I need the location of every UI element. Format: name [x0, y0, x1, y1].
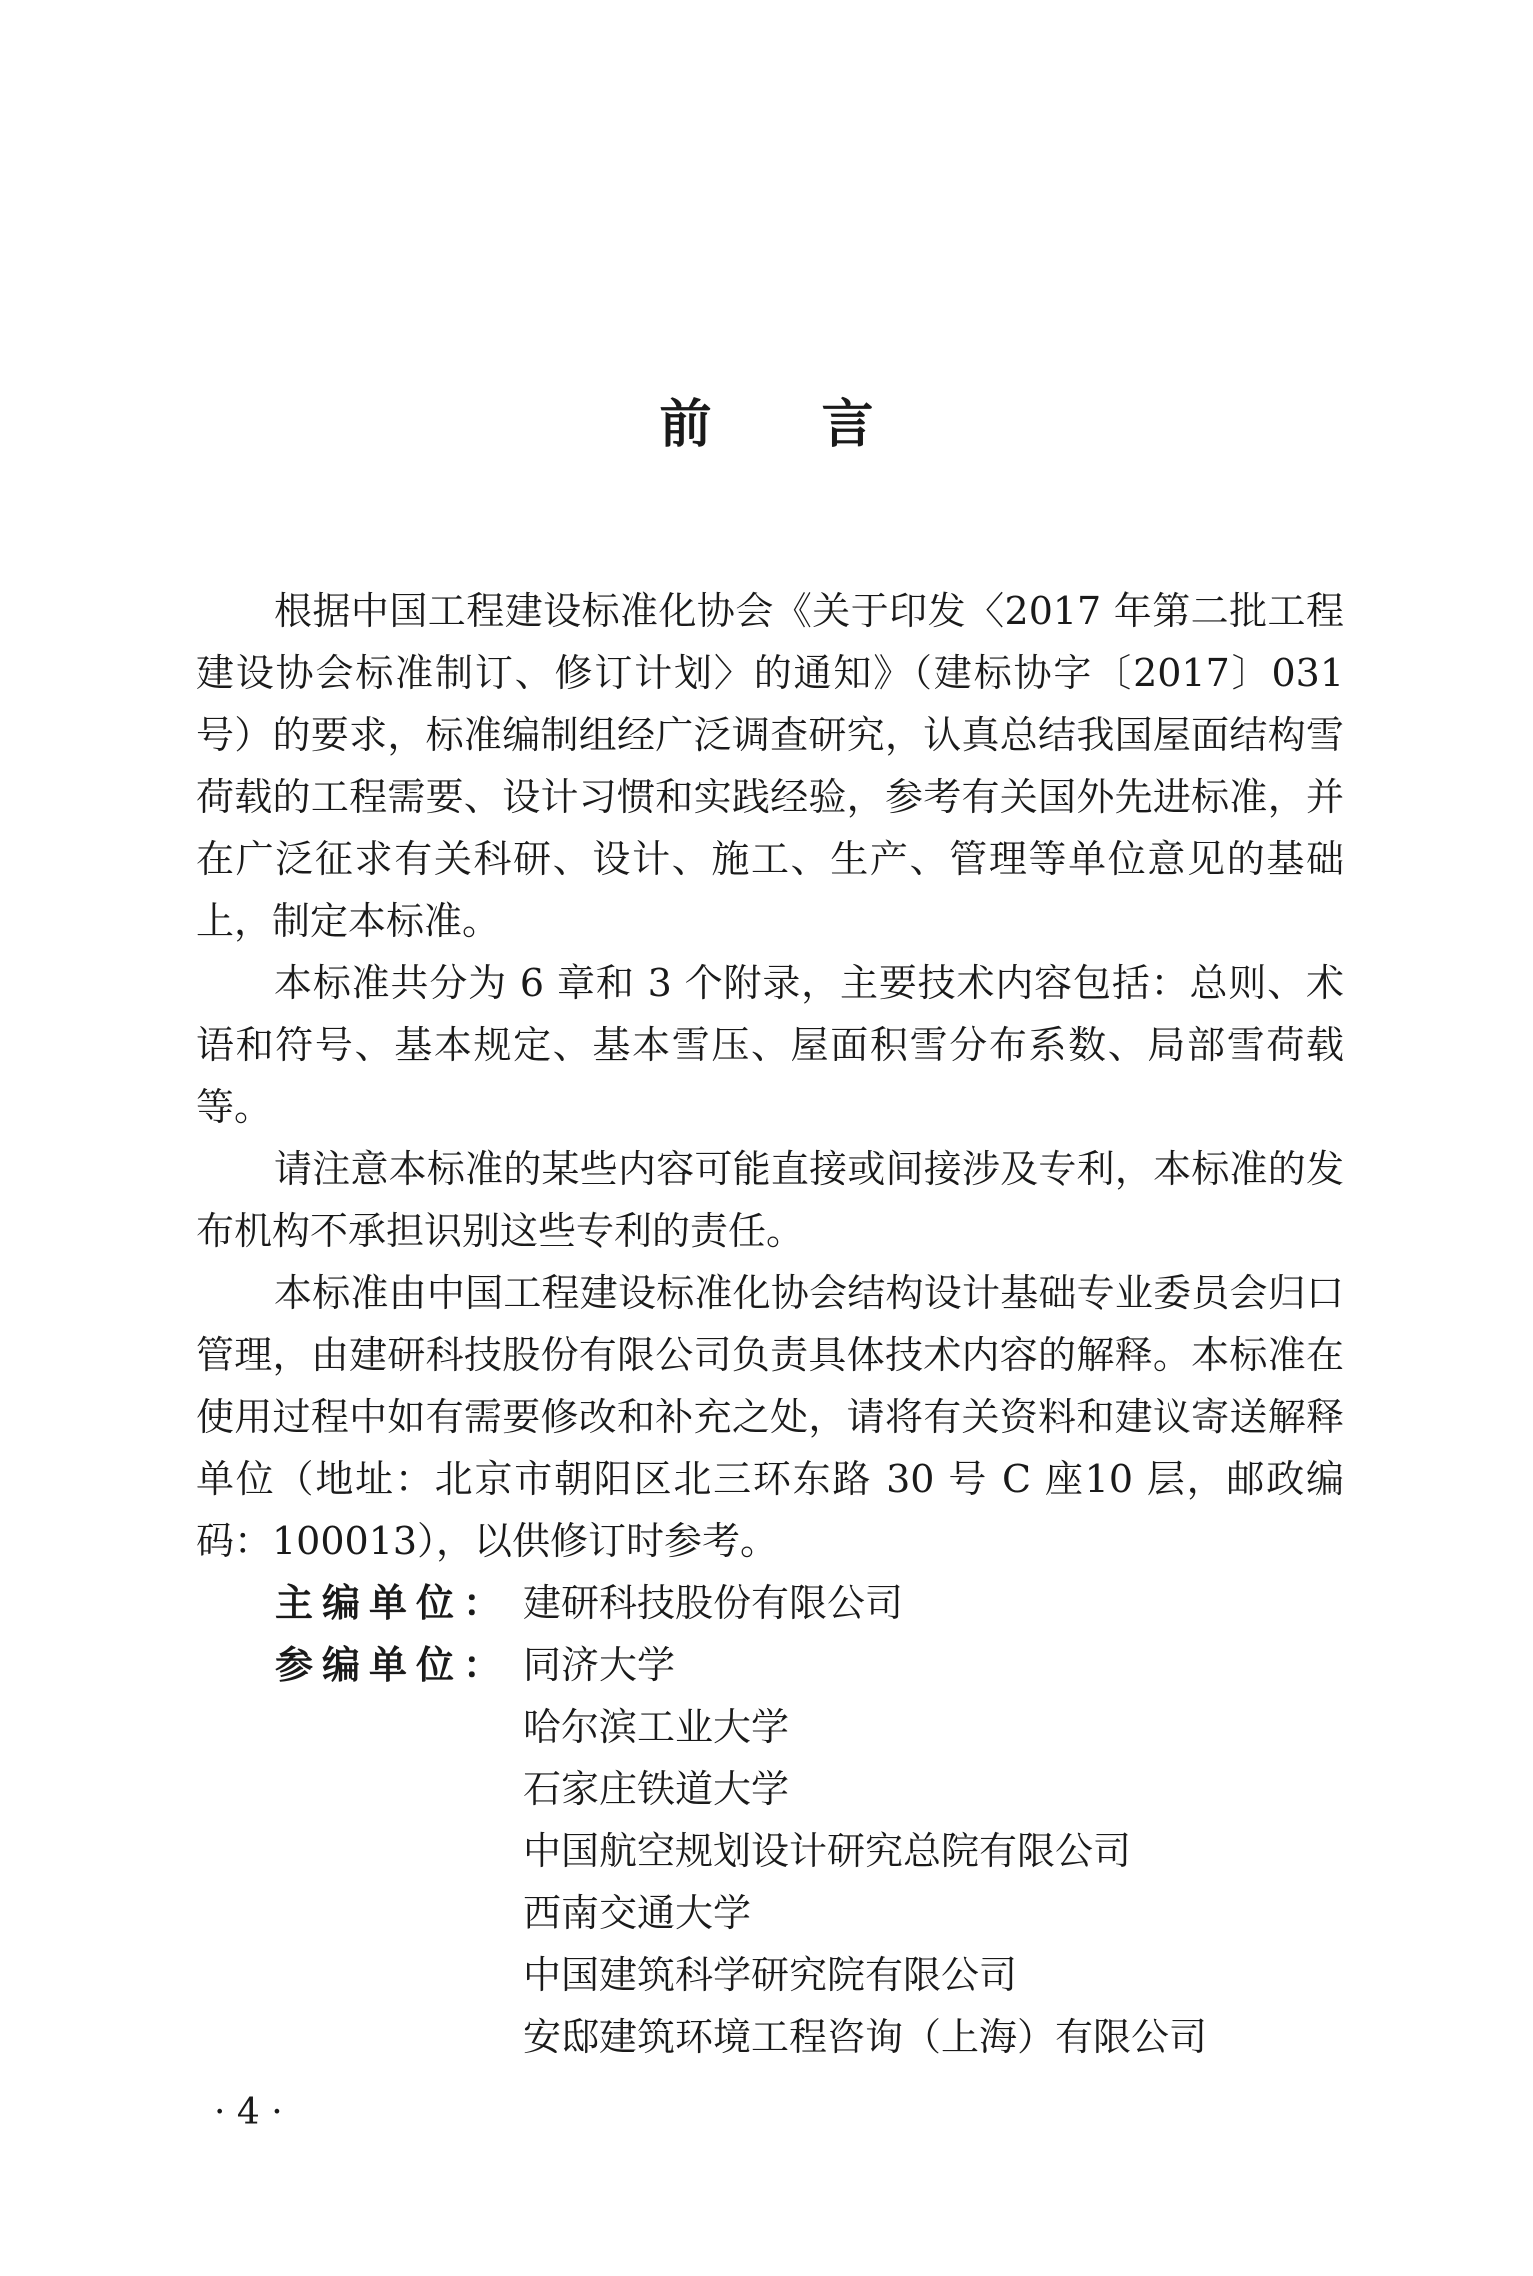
- participating-units-row: [275, 1634, 1345, 2068]
- page-title: [0, 390, 1533, 460]
- title-char-2: 言: [821, 395, 874, 455]
- paragraph-3: 请注意本标准的某些内容可能直接或间接涉及专利，本标准的发布机构不承担识别这些专利的责任。: [196, 1147, 1344, 1253]
- page-number: · 4 ·: [214, 2092, 283, 2133]
- chief-unit-row: [275, 1572, 1345, 1634]
- participating-unit: 中国航空规划设计研究总院有限公司: [523, 1829, 1132, 1873]
- participating-unit: 安邸建筑环境工程咨询（上海）有限公司: [523, 2015, 1208, 2059]
- chief-unit-name: 建研科技股份有限公司: [523, 1581, 904, 1625]
- participating-unit: 哈尔滨工业大学: [523, 1705, 790, 1749]
- paragraph-2: 本标准共分为 6 章和 3 个附录，主要技术内容包括：总则、术语和符号、基本规定、基本雪压、屋面积雪分布系数、局部雪荷载等。: [196, 961, 1344, 1129]
- chief-unit-names: [523, 1572, 1345, 1634]
- preface-body: [196, 580, 1344, 1572]
- paragraph-1: 根据中国工程建设标准化协会《关于印发〈2017 年第二批工程建设协会标准制订、修订计划〉的通知》（建标协字〔2017〕031号）的要求，标准编制组经广泛调查研究，认真总结我国屋面结构雪荷载的工程需要、设计习惯和实践经验，参考有关国外先进标准，并在广泛征求有关科研、设计、施工、生产、管理等单位意见的基础上，制定本标准。: [196, 589, 1344, 943]
- participating-units-label: 参编单位：: [275, 1643, 511, 1687]
- paragraph-4: 本标准由中国工程建设标准化协会结构设计基础专业委员会归口管理，由建研科技股份有限公司负责具体技术内容的解释。本标准在使用过程中如有需要修改和补充之处，请将有关资料和建议寄送解释单位（地址：北京市朝阳区北三环东路 30 号 C 座10 层，邮政编码：100013），以供修订时参考。: [196, 1271, 1344, 1563]
- participating-unit: 石家庄铁道大学: [523, 1767, 790, 1811]
- chief-unit-label: 主编单位：: [275, 1581, 511, 1625]
- units-list: [275, 1572, 1345, 2068]
- participating-unit: 同济大学: [523, 1643, 676, 1687]
- title-char-1: 前: [659, 395, 712, 455]
- participating-units-names: [523, 1634, 1345, 2068]
- participating-unit: 西南交通大学: [523, 1891, 752, 1935]
- participating-unit: 中国建筑科学研究院有限公司: [523, 1953, 1018, 1997]
